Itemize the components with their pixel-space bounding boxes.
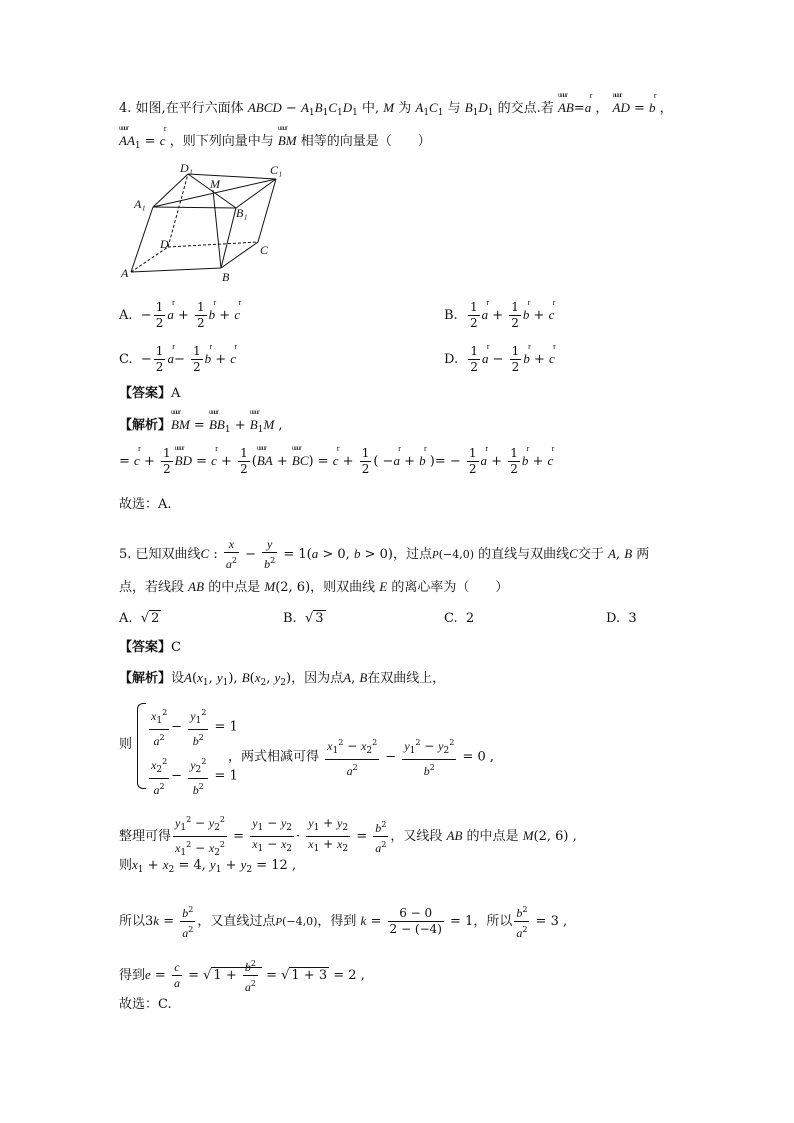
q4-stem-line1: 4. 如图,在平行六面体 ABCD − $A_1B_1C_1D_1$ 中, M 为 $A_1C_1$ 与 $B_1D_1$ 的交点.若 uuur AB=r a ， uuur AD = r b ， <box>119 101 673 118</box>
label-B1: B₁ <box>236 206 248 220</box>
q5-stem-line1: 5. 已知双曲线C : $\frac{x}{a^2}$ − $\frac{y}{b^2}$ = 1(a > 0, b > 0)，过点P(−4,0) 的直线与双曲线C交于 A, B 两 <box>119 537 650 571</box>
q5-option-b[interactable]: B. √ 3 <box>283 611 324 626</box>
q5-conclusion: 故选：C. <box>119 997 172 1012</box>
q5-answer: 【答案】C <box>119 640 181 655</box>
label-D: D <box>160 237 169 251</box>
q4-option-c[interactable]: C. − $\frac{1}{2}$ r a− $\frac{1}{2}$ r b + r c <box>119 344 236 375</box>
q4-analysis-line2: = r c + $\frac{1}{2}$ uuur BD = r c + $\frac{1}{2}$ (uuur BA + uuur BC) = r c + $\frac{1}{2}$ ( −r a + r b )= − $\frac{1}{2}$ r a + $\frac{1}{2}$ r b + r c <box>119 446 553 477</box>
q4-stem-line2: uuur $AA_1 = r$ c ，则下列向量中与 uuur BM 相等的向量是（ ） <box>119 134 431 151</box>
label-C: C <box>260 243 269 257</box>
parallelepiped-figure <box>118 160 298 285</box>
q5-sums: 则$x_1 + x_2 = 4$, $y_1 + y_2 = 12$ , <box>119 857 297 875</box>
q5-slope: 所以3k = $\frac{b^2}{a^2}$ ，又直线过点P(−4,0)，得到 k = $\frac{6 - 0}{2 - (-4)}$ = 1，所以 $\frac{b^2}{a^2}$ = 3 , <box>119 905 568 940</box>
q4-conclusion: 故选：A. <box>119 497 172 512</box>
label-D1: D₁ <box>180 161 193 175</box>
q4-option-d[interactable]: D. $\frac{1}{2}$ r a − $\frac{1}{2}$ r b + r c <box>444 344 555 375</box>
q5-eccentricity: 得到e = $\frac{c}{a}$ = √ 1 + $\frac{b^2}{a^2}$ = √ 1 + 3 = 2 , <box>119 959 365 994</box>
label-M: M <box>210 177 220 191</box>
q5-subtract: ，两式相减可得 $\frac{x_1^2 - x_2^2}{a^2}$ − $\frac{y_1^2 - y_2^2}{b^2}$ = 0 , <box>228 738 495 778</box>
q4-number: 4. 如图,在平行六面体 <box>119 101 248 116</box>
label-C1: C₁ <box>270 163 283 177</box>
label-A1: A₁ <box>134 197 146 211</box>
q5-then-label: 则 <box>119 737 133 752</box>
q4-option-b[interactable]: B. $\frac{1}{2}$ r a + $\frac{1}{2}$ r b + r c <box>444 300 554 331</box>
q4-option-a[interactable]: A. − $\frac{1}{2}$ r a + $\frac{1}{2}$ r b + r c <box>119 300 240 331</box>
q5-stem-line2: 点，若线段 AB 的中点是 M(2, 6)，则双曲线 E 的离心率为（ ） <box>119 579 509 595</box>
q5-equation-2: $\frac{x_2^2}{a^2}$ − $\frac{y_2^2}{b^2}$ = 1 <box>151 757 238 797</box>
label-A: A <box>121 266 129 280</box>
q5-organize: 整理可得 $\frac{y_1^2 - y_2^2}{x_1^2 - x_2^2}$ = $\frac{y_1 - y_2}{x_1 - x_2}$ · $\frac{y_1 + y_2}{x_1 + x_2}$ = $\frac{b^2}{a^2}$ ，又线段 AB 的中点是 M(2, 6) , <box>119 812 577 861</box>
q5-option-d[interactable]: D. 3 <box>606 611 637 626</box>
q4-analysis-line1: 【解析】uuur BM = uuur $BB_1$ + uuur $B_1M$ , <box>119 418 283 435</box>
label-B: B <box>222 270 230 284</box>
q4-answer: 【答案】A <box>119 386 181 401</box>
q5-option-a[interactable]: A. √ 2 <box>119 611 160 626</box>
system-brace <box>137 703 146 789</box>
q5-option-c[interactable]: C. 2 <box>444 611 475 626</box>
q5-analysis-line1: 【解析】设$A(x_1$, $y_1$), $B(x_2$, $y_2$)，因为点A, B在双曲线上， <box>119 670 446 688</box>
q5-equation-1: $\frac{x_1^2}{a^2}$ − $\frac{y_1^2}{b^2}$ = 1 <box>151 708 238 748</box>
